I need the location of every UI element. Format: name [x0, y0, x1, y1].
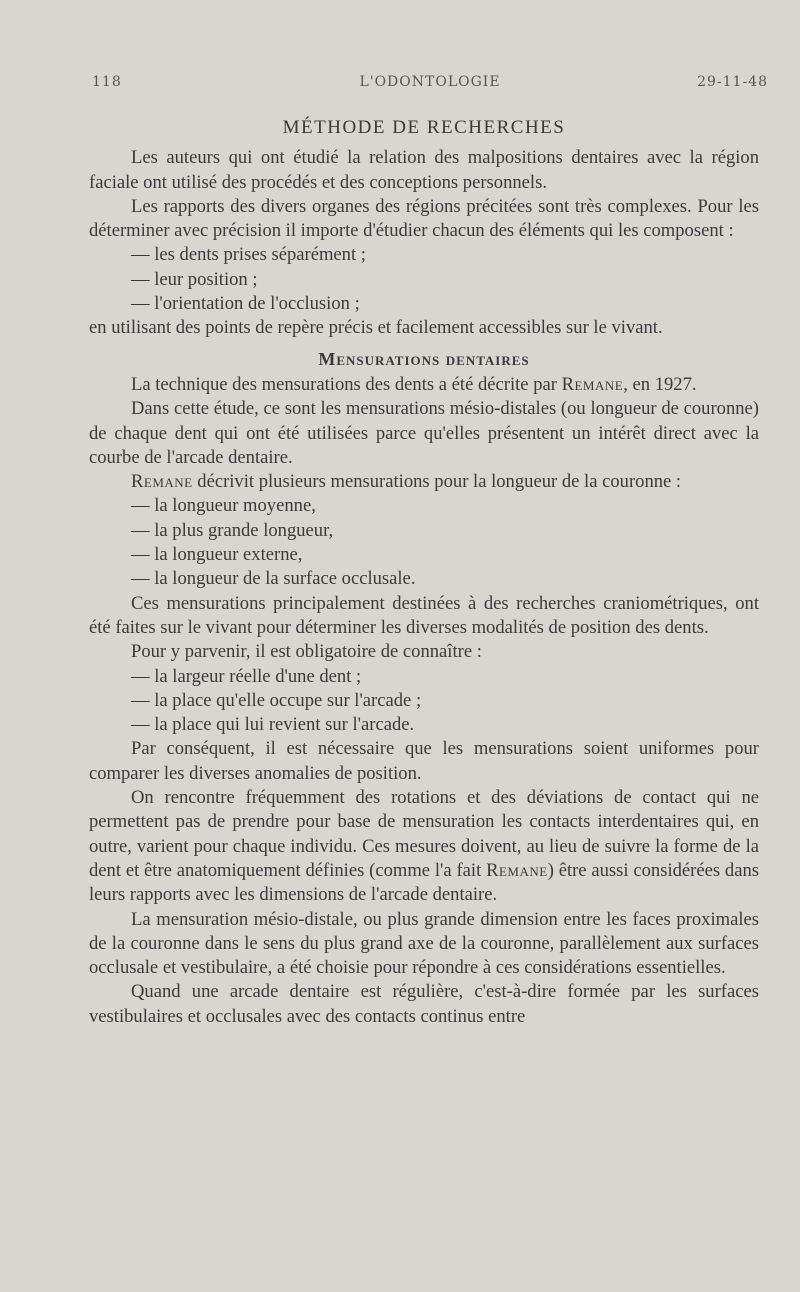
list-item: — l'orientation de l'occlusion ;	[131, 293, 360, 315]
paragraph: en utilisant des points de repère précis et facilement accessibles sur le vivant.	[89, 317, 663, 339]
issue-date: 29-11-48	[697, 74, 768, 90]
paragraph: Par conséquent, il est nécessaire que les mensurations soient uniformes pour comparer les diverses anomalies de position.	[89, 738, 759, 784]
section-title: MÉTHODE DE RECHERCHES	[282, 117, 566, 138]
paragraph: Quand une arcade dentaire est régulière, c'est-à-dire formée par les surfaces vestibulaires et occlusales avec des contacts continus entre	[89, 981, 759, 1027]
paragraph: La mensuration mésio-distale, ou plus grande dimension entre les faces proximales de la couronne dans le sens du plus grand axe de la couronne, parallèlement aux surfaces occlusale et vestibulaire, a été choisie pour répondre à ces considérations essentielles.	[89, 908, 759, 979]
paragraph	[89, 786, 759, 907]
paragraph: Les rapports des divers organes des régions précitées sont très complexes. Pour les déterminer avec précision il importe d'étudier chacun des éléments qui les composent :	[89, 195, 759, 242]
list-item: — leur position ;	[131, 268, 258, 290]
text-run: ) être aussi considérées dans leurs rapports avec les dimensions de l'arcade dentaire.	[89, 859, 759, 906]
list-item: — la largeur réelle d'une dent ;	[131, 665, 362, 687]
list-item: — la plus grande longueur,	[131, 519, 334, 541]
page-body	[89, 116, 759, 1029]
author-name: Remane	[486, 859, 548, 881]
list-item: — la longueur moyenne,	[131, 495, 316, 517]
page-number: 118	[92, 74, 122, 90]
list-item: — la longueur externe,	[131, 544, 303, 566]
list-item: — les dents prises séparément ;	[131, 244, 366, 266]
list-item: — la longueur de la surface occlusale.	[131, 568, 416, 590]
text-run: La technique des mensurations des dents a été décrite par	[131, 373, 562, 395]
paragraph	[89, 470, 759, 494]
paragraph: Dans cette étude, ce sont les mensurations mésio-distales (ou longueur de couronne) de chaque dent qui ont été utilisées parce qu'elles présentent un intérêt direct avec la courbe de l'arcade dentaire.	[89, 398, 759, 468]
subsection-title: Mensurations dentaires	[318, 348, 530, 369]
paragraph: Les auteurs qui ont étudié la relation des malpositions dentaires avec la région faciale ont utilisé des procédés et des conceptions personnels.	[89, 147, 759, 193]
paragraph: Pour y parvenir, il est obligatoire de connaître :	[131, 641, 482, 663]
list-item: — la place qu'elle occupe sur l'arcade ;	[131, 689, 422, 711]
list-item: — la place qui lui revient sur l'arcade.	[131, 714, 415, 736]
text-run: , en 1927.	[623, 373, 697, 395]
author-name: Remane	[561, 373, 624, 395]
running-header	[92, 74, 768, 94]
text-run: décrivit plusieurs mensurations pour la longueur de la couronne :	[192, 471, 682, 493]
author-name: Remane	[131, 471, 193, 493]
paragraph	[89, 373, 759, 397]
paragraph: Ces mensurations principalement destinées à des recherches craniométriques, ont été faites sur le vivant pour déterminer les diverses modalités de position des dents.	[89, 592, 759, 638]
text-run: On rencontre fréquemment des rotations et des déviations de contact qui ne permettent pas de prendre pour base de mensuration les contacts interdentaires qui, en outre, varient pour chaque individu. Ces mesures doivent, au lieu de suivre la forme de la dent et être anatomiquement définies (comme l'a fait	[89, 787, 759, 881]
journal-title: L'ODONTOLOGIE	[359, 74, 501, 90]
